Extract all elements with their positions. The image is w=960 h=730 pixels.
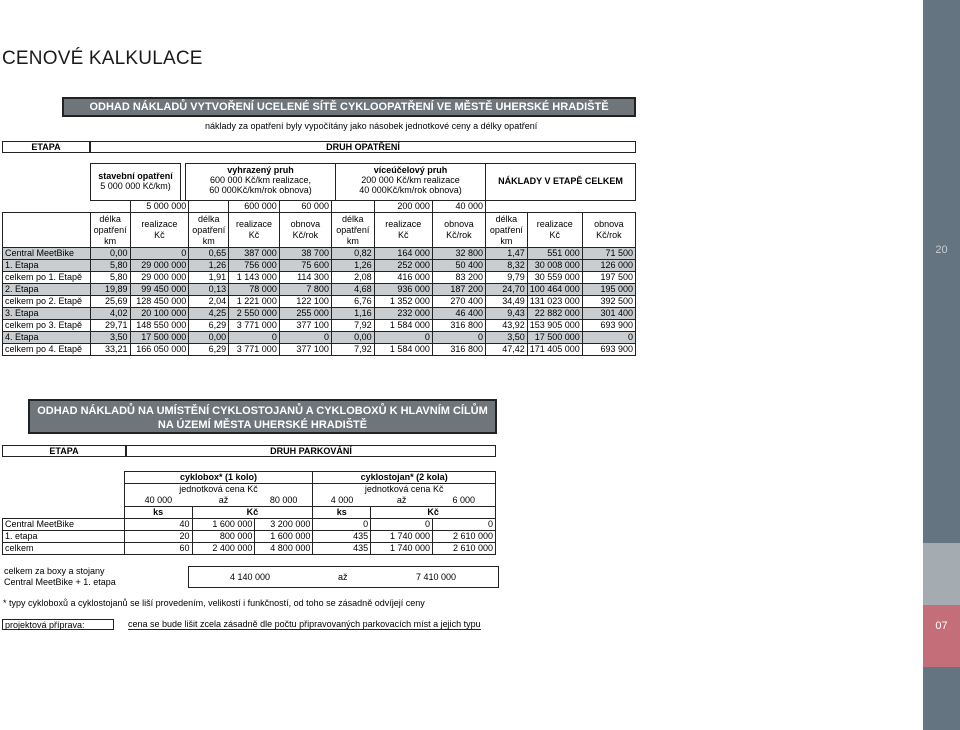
table-cell: 551 000 [527,248,582,260]
table-cell: 197 500 [582,272,635,284]
table-cell: 3,50 [90,332,130,344]
col-realizace: realizace Kč [229,213,280,248]
table-cell: 3 771 000 [229,320,280,332]
footnote: * typy cykloboxů a cyklostojanů se liší provedením, velikostí i funkčností, od toho se zásadně odvíjejí ceny [3,598,425,608]
table-cell: 17 500 000 [130,332,189,344]
side-marker: 20 [935,244,948,256]
section1-note: náklady za opatření byly vypočítány jako násobek jednotkové ceny a délky opatření [205,121,538,131]
table-cell: 4 800 000 [255,543,313,555]
row-label: 2. Etapa [3,284,91,296]
group-vyhrazeny [185,163,336,201]
table-cell: 7,92 [331,320,374,332]
table-cell: 1 600 000 [192,519,255,531]
price-vyhrazeny-realizace: 600 000 [229,201,280,213]
table-cell: 19,89 [90,284,130,296]
table-cell: 4,25 [189,308,229,320]
table-cell: 6,29 [189,320,229,332]
table-cell: 387 000 [229,248,280,260]
table-cell: 693 900 [582,344,635,356]
table-cell: 166 050 000 [130,344,189,356]
table-cell: 0,00 [331,332,374,344]
table-cell: 187 200 [432,284,485,296]
unit-kc: Kč [371,507,496,519]
row-label: celkem [3,543,125,555]
table-cell: 5,80 [90,260,130,272]
group-viceucelovy [335,163,486,201]
section2-banner-line2: NA ÚZEMÍ MĚSTA UHERSKÉ HRADIŠTĚ [157,419,368,431]
unit-kc: Kč [192,507,313,519]
table-cell: 936 000 [374,284,432,296]
table-cell: 316 800 [432,344,485,356]
row-label: 1. etapa [3,531,125,543]
table-cell: 29 000 000 [130,260,189,272]
table-cell: 1 740 000 [371,543,433,555]
table-cell: 164 000 [374,248,432,260]
row-label: 3. Etapa [3,308,91,320]
table-cell: 100 464 000 [527,284,582,296]
table-row [3,260,636,272]
unit-ks: ks [124,507,192,519]
table-cell: 377 100 [279,344,331,356]
table-cell: 1,47 [485,248,527,260]
table-cell: 3,50 [485,332,527,344]
costs-table [2,200,636,356]
table-cell: 0 [279,332,331,344]
table-row [3,272,636,284]
table-cell: 24,70 [485,284,527,296]
etapa-header: ETAPA [2,141,90,153]
table-cell: 0,00 [90,248,130,260]
table-cell: 50 400 [432,260,485,272]
table-cell: 3 200 000 [255,519,313,531]
col-realizace: realizace Kč [374,213,432,248]
total-label-line1: celkem za boxy a stojany [4,566,105,576]
table-cell: 693 900 [582,320,635,332]
table-cell: 0,82 [331,248,374,260]
side-bar-bottom [923,667,960,730]
table-cell: 8,32 [485,260,527,272]
table-cell: 75 600 [279,260,331,272]
table-cell: 756 000 [229,260,280,272]
table-row [3,543,496,555]
price-viceucelovy-realizace: 200 000 [374,201,432,213]
table-row [3,296,636,308]
table-cell: 4,68 [331,284,374,296]
table-cell: 22 882 000 [527,308,582,320]
table-cell: 7 800 [279,284,331,296]
druh-parkovani-header: DRUH PARKOVÁNÍ [126,445,496,457]
side-bar-top [923,0,960,543]
table-cell: 9,79 [485,272,527,284]
group-vyhrazeny-title: vyhrazený pruh [227,165,294,175]
table-cell: 435 [313,543,371,555]
table-cell: 232 000 [374,308,432,320]
total-label-line2: Central MeetBike + 1. etapa [4,577,116,587]
table-cell: 43,92 [485,320,527,332]
table-cell: 0,65 [189,248,229,260]
table-cell: 17 500 000 [527,332,582,344]
col-delka: délka opatření km [90,213,130,248]
group-viceucelovy-sub2: 40 000Kč/km/rok obnova) [359,185,462,195]
table-cell: 2 610 000 [433,531,496,543]
table-cell: 1,91 [189,272,229,284]
group-stavebni [90,163,181,201]
group-stavebni-title: stavební opatření [98,171,173,181]
row-label: celkem po 4. Etapě [3,344,91,356]
row-label: 4. Etapa [3,332,91,344]
row-label: celkem po 1. Etapě [3,272,91,284]
group-viceucelovy-sub1: 200 000 Kč/km realizace [361,175,460,185]
table-cell: 1 143 000 [229,272,280,284]
table-cell: 377 100 [279,320,331,332]
table-cell: 33,21 [90,344,130,356]
table-cell: 126 000 [582,260,635,272]
table-cell: 171 405 000 [527,344,582,356]
table-cell: 1,16 [331,308,374,320]
table-cell: 32 800 [432,248,485,260]
section2-banner-line1: ODHAD NÁKLADŮ NA UMÍSTĚNÍ CYKLOSTOJANŮ A CYKLOBOXŮ K HLAVNÍM CÍLŮM [37,405,488,417]
table-row [3,344,636,356]
table-cell: 29 000 000 [130,272,189,284]
table-cell: 7,92 [331,344,374,356]
row-label: 1. Etapa [3,260,91,272]
table-cell: 0 [130,248,189,260]
table-cell: 392 500 [582,296,635,308]
table-row [3,519,496,531]
table-cell: 128 450 000 [130,296,189,308]
table-cell: 1 740 000 [371,531,433,543]
table-cell: 0 [582,332,635,344]
table-cell: 0 [374,332,432,344]
cyklobox-price-from: 40 000 [124,495,192,507]
col-realizace: realizace Kč [527,213,582,248]
col-realizace: realizace Kč [130,213,189,248]
cyklobox-price-to: 80 000 [255,495,313,507]
section1-banner: ODHAD NÁKLADŮ VYTVOŘENÍ UCELENÉ SÍTĚ CYKLOOPATŘENÍ VE MĚSTĚ UHERSKÉ HRADIŠTĚ [62,97,636,117]
table-cell: 800 000 [192,531,255,543]
table-cell: 435 [313,531,371,543]
cyklobox-title: cyklobox* (1 kolo) [124,472,313,484]
price-stavebni: 5 000 000 [130,201,189,213]
table-cell: 20 [124,531,192,543]
col-delka: délka opatření km [485,213,527,248]
table-cell: 0 [432,332,485,344]
row-label: Central MeetBike [3,519,125,531]
page-title: CENOVÉ KALKULACE [2,48,203,69]
section2-banner [28,399,497,434]
group-viceucelovy-title: víceúčelový pruh [373,165,448,175]
table-row [3,308,636,320]
table-cell: 1,26 [189,260,229,272]
total-label [4,566,116,588]
table-cell: 30 008 000 [527,260,582,272]
col-obnova: obnova Kč/rok [582,213,635,248]
table-cell: 3 771 000 [229,344,280,356]
table-cell: 1 584 000 [374,320,432,332]
cyklobox-price-label: jednotková cena Kč [124,484,313,496]
table-cell: 71 500 [582,248,635,260]
table-cell: 0 [313,519,371,531]
price-vyhrazeny-obnova: 60 000 [279,201,331,213]
price-viceucelovy-obnova: 40 000 [432,201,485,213]
table-cell: 301 400 [582,308,635,320]
table-cell: 46 400 [432,308,485,320]
table-cell: 78 000 [229,284,280,296]
col-delka: délka opatření km [331,213,374,248]
table-cell: 1 221 000 [229,296,280,308]
table-cell: 99 450 000 [130,284,189,296]
table-cell: 0,00 [189,332,229,344]
table-cell: 2 400 000 [192,543,255,555]
table-cell: 1 584 000 [374,344,432,356]
etapa-header-2: ETAPA [2,445,126,457]
table-cell: 1 600 000 [255,531,313,543]
table-row [3,531,496,543]
column-header-row [3,213,636,248]
table-cell: 60 [124,543,192,555]
table-cell: 416 000 [374,272,432,284]
table-cell: 270 400 [432,296,485,308]
table-row [3,320,636,332]
table-cell: 47,42 [485,344,527,356]
table-cell: 40 [124,519,192,531]
row-label: celkem po 3. Etapě [3,320,91,332]
row-label: Central MeetBike [3,248,91,260]
prep-label: projektová příprava: [2,619,114,630]
table-cell: 195 000 [582,284,635,296]
table-cell: 316 800 [432,320,485,332]
table-cell: 5,80 [90,272,130,284]
total-box [188,566,499,588]
table-cell: 252 000 [374,260,432,272]
col-obnova: obnova Kč/rok [432,213,485,248]
table-cell: 83 200 [432,272,485,284]
cyklostojan-price-to: 6 000 [433,495,496,507]
col-delka: délka opatření km [189,213,229,248]
side-page-number: 07 [935,620,948,632]
cyklostojan-title: cyklostojan* (2 kola) [313,472,496,484]
col-obnova: obnova Kč/rok [279,213,331,248]
table-cell: 30 559 000 [527,272,582,284]
table-cell: 2 610 000 [433,543,496,555]
table-cell: 2 550 000 [229,308,280,320]
table-cell: 122 100 [279,296,331,308]
table-cell: 34,49 [485,296,527,308]
total-from: 4 140 000 [230,572,271,582]
group-stavebni-sub: 5 000 000 Kč/km) [100,181,171,191]
table-cell: 114 300 [279,272,331,284]
cyklostojan-price-to-word: až [371,495,433,507]
druh-opatreni-header: DRUH OPATŘENÍ [90,141,636,153]
group-vyhrazeny-sub2: 60 000Kč/km/rok obnova) [209,185,312,195]
unit-ks: ks [313,507,371,519]
prep-text: cena se bude lišit zcela zásadně dle počtu připravovaných parkovacích míst a jejich typu [128,619,481,629]
table-cell: 1 352 000 [374,296,432,308]
cyklostojan-price-from: 4 000 [313,495,371,507]
table-cell: 20 100 000 [130,308,189,320]
side-bar-active [923,605,960,667]
group-naklady-title: NÁKLADY V ETAPĚ CELKEM [498,176,623,186]
table-cell: 29,71 [90,320,130,332]
parking-table [2,471,496,555]
table-cell: 6,76 [331,296,374,308]
table-cell: 0 [433,519,496,531]
table-cell: 25,69 [90,296,130,308]
table-cell: 4,02 [90,308,130,320]
table-cell: 9,43 [485,308,527,320]
table-cell: 6,29 [189,344,229,356]
row-label: celkem po 2. Etapě [3,296,91,308]
table-cell: 2,08 [331,272,374,284]
table-cell: 0 [229,332,280,344]
table-row [3,248,636,260]
cyklobox-price-to-word: až [192,495,255,507]
unit-price-row [3,201,636,213]
table-cell: 2,04 [189,296,229,308]
table-cell: 1,26 [331,260,374,272]
table-cell: 0,13 [189,284,229,296]
table-cell: 148 550 000 [130,320,189,332]
table-cell: 255 000 [279,308,331,320]
total-to: 7 410 000 [416,572,457,582]
cyklostojan-price-label: jednotková cena Kč [313,484,496,496]
table-row [3,284,636,296]
table-cell: 131 023 000 [527,296,582,308]
total-to-word: až [338,572,348,582]
table-row [3,332,636,344]
table-cell: 153 905 000 [527,320,582,332]
table-cell: 0 [371,519,433,531]
group-naklady [485,163,636,201]
side-bar-gray [923,543,960,605]
group-vyhrazeny-sub1: 600 000 Kč/km realizace, [209,175,312,185]
table-cell: 38 700 [279,248,331,260]
